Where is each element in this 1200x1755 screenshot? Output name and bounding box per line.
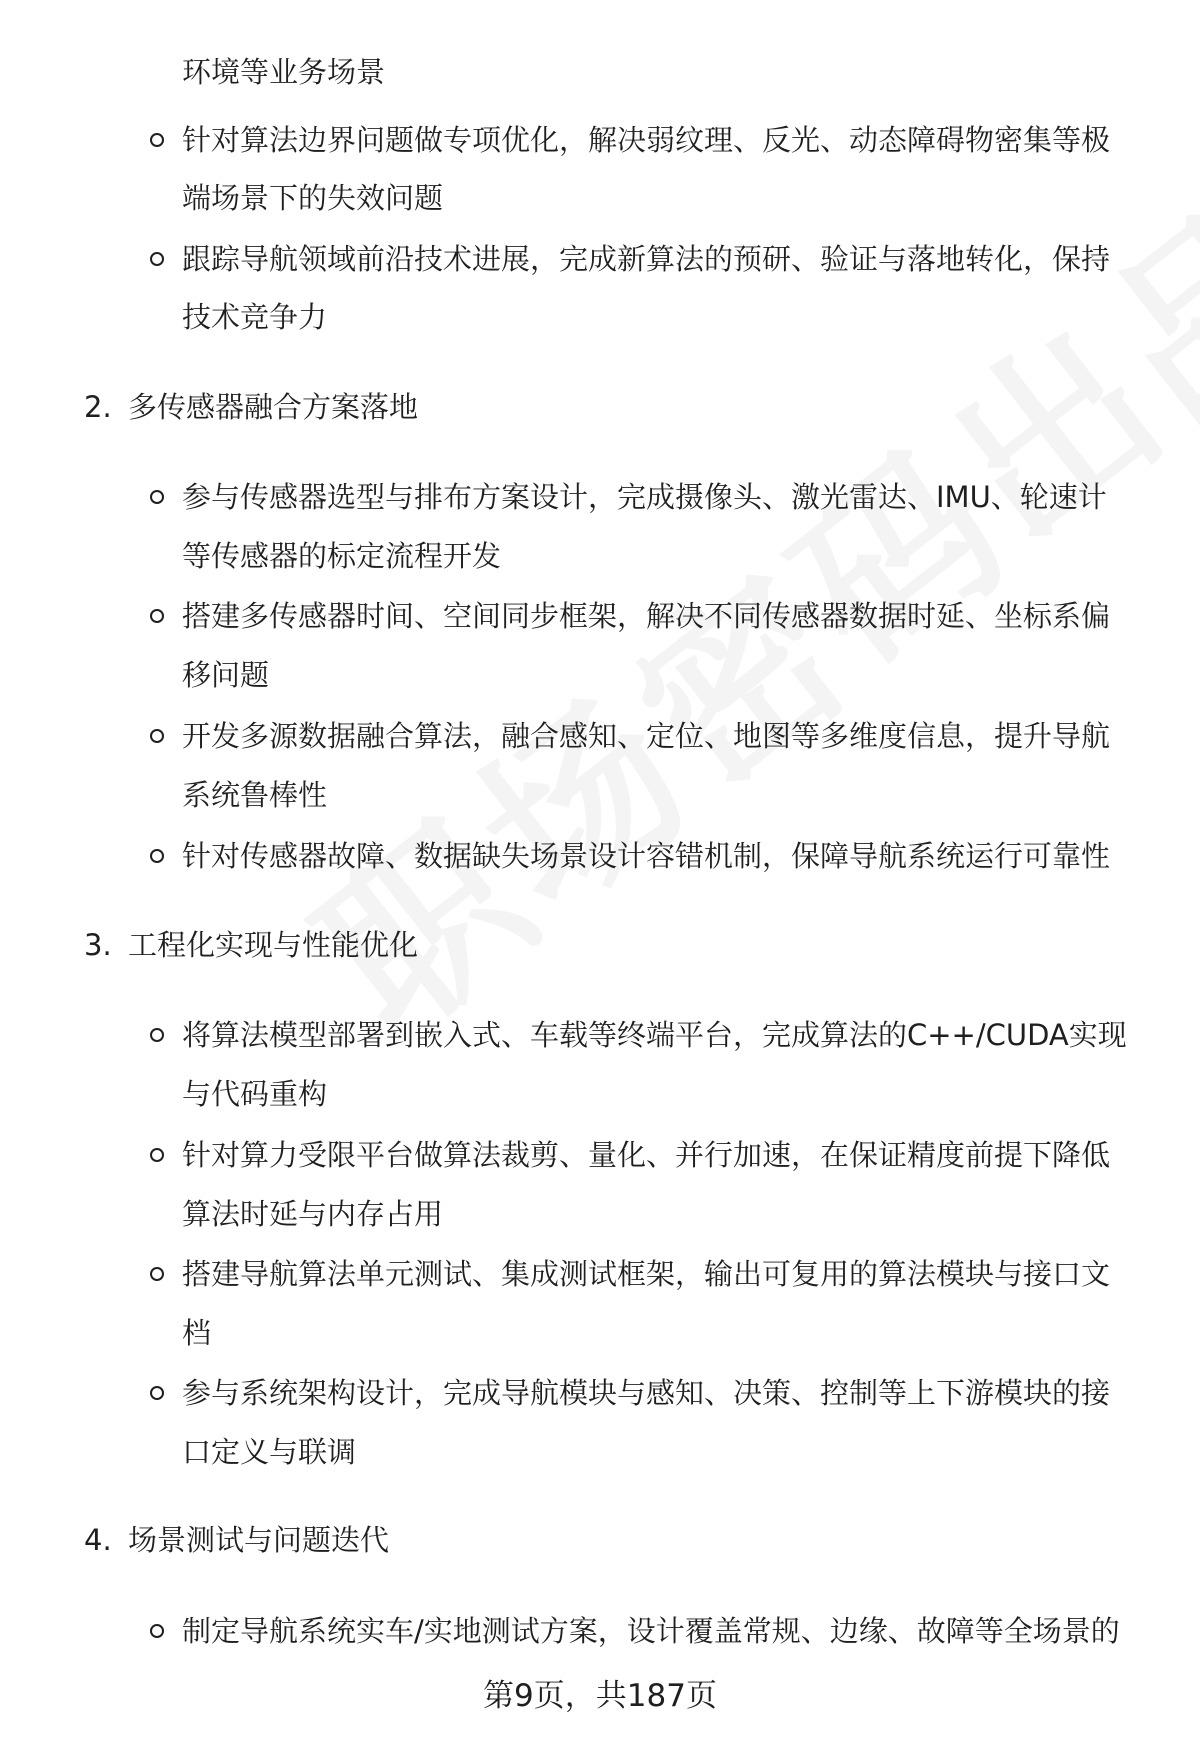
bullet-icon [150,1028,164,1042]
section-title: 工程化实现与性能优化 [128,928,419,962]
list-item-text: 开发多源数据融合算法，融合感知、定位、地图等多维度信息，提升导航 [182,719,1111,753]
list-item-text: 参与传感器选型与排布方案设计，完成摄像头、激光雷达、IMU、轮速计 [182,480,1107,514]
bullet-icon [150,1624,164,1638]
list-item-text: 移问题 [182,658,270,692]
list-item-text: 针对算力受限平台做算法裁剪、量化、并行加速，在保证精度前提下降低 [182,1138,1111,1172]
list-item-text: 针对传感器故障、数据缺失场景设计容错机制，保障导航系统运行可靠性 [182,839,1111,873]
list-item-text: 参与系统架构设计，完成导航模块与感知、决策、控制等上下游模块的接 [182,1376,1111,1410]
list-item-text: 档 [182,1316,212,1350]
bullet-icon [150,252,164,266]
bullet-icon [150,609,164,623]
list-item-text: 端场景下的失效问题 [182,181,444,215]
list-item-text: 技术竞争力 [182,300,328,334]
section-title: 多传感器融合方案落地 [128,390,419,424]
list-item-text: 将算法模型部署到嵌入式、车载等终端平台，完成算法的C++/CUDA实现 [182,1018,1127,1052]
list-item-text: 系统鲁棒性 [182,778,328,812]
page-footer: 第9页，共187页 [483,1678,717,1714]
list-item-text: 等传感器的标定流程开发 [182,539,502,573]
list-item-text: 搭建多传感器时间、空间同步框架，解决不同传感器数据时延、坐标系偏 [182,599,1111,633]
section-number: 3. [84,928,112,962]
list-item-text: 针对算法边界问题做专项优化，解决弱纹理、反光、动态障碍物密集等极 [182,123,1111,157]
bullet-icon [150,133,164,147]
bullet-icon [150,849,164,863]
bullet-icon [150,1267,164,1281]
bullet-icon [150,490,164,504]
list-item-text: 跟踪导航领域前沿技术进展，完成新算法的预研、验证与落地转化，保持 [182,242,1111,276]
list-item-text: 搭建导航算法单元测试、集成测试框架，输出可复用的算法模块与接口文 [182,1257,1111,1291]
bullet-icon [150,1148,164,1162]
section-number: 2. [84,390,112,424]
list-item-text: 与代码重构 [182,1077,328,1111]
list-item-text: 口定义与联调 [182,1435,357,1469]
bullet-icon [150,729,164,743]
section-number: 4. [84,1523,112,1557]
bullet-icon [150,1386,164,1400]
section-title: 场景测试与问题迭代 [128,1523,390,1557]
list-item-text: 制定导航系统实车/实地测试方案，设计覆盖常规、边缘、故障等全场景的 [182,1614,1120,1648]
list-item-text: 算法时延与内存占用 [182,1197,444,1231]
continuation-line: 环境等业务场景 [182,55,386,89]
